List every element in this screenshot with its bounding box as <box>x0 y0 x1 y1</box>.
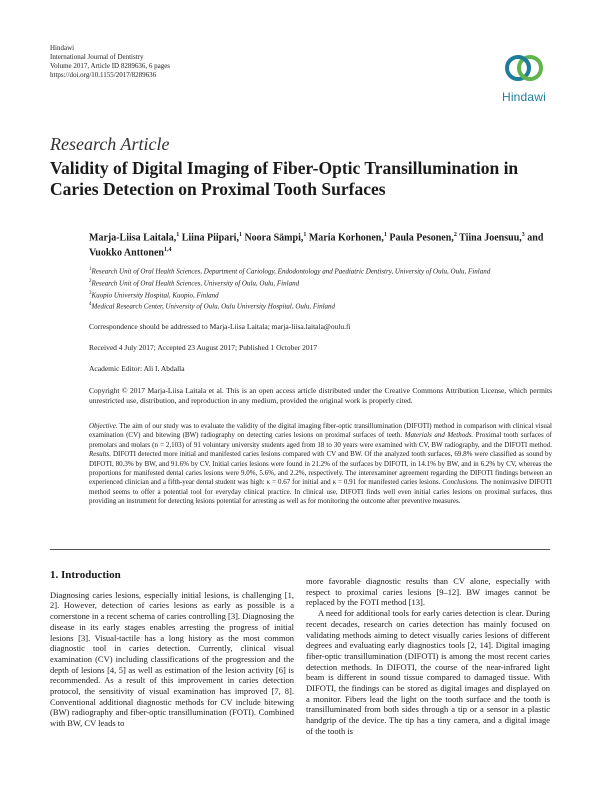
abstract-conclusions: The noninvasive DIFOTI method seems to offer a potential tool for everyday clinical practice. In clinical use, DIFOTI finds well even initial caries lesions on proximal surfaces, thus providing an instrument for detecting lesions potential for arresting as well as for monitoring the outcome after preventive measures. <box>89 478 553 506</box>
affiliation <box>89 289 549 301</box>
author-name: Noora Sämpi, <box>244 232 304 244</box>
author-affiliation-mark: 1,4 <box>163 247 172 254</box>
author-name: and Vuokko Anttonen <box>89 232 544 259</box>
section-divider <box>50 549 550 550</box>
publisher-name: Hindawi <box>50 44 75 52</box>
author-name: Maria Korhonen, <box>308 232 384 244</box>
affiliation <box>89 265 549 277</box>
abstract-conclusions-label: Conclusions. <box>442 478 479 487</box>
author-name: Tiina Joensuu, <box>459 232 522 244</box>
affiliation-text: Research Unit of Oral Health Sciences, Department of Cariology, Endodontology and Paediatric Dentistry, University of Oulu, Oulu, Finland <box>91 267 491 276</box>
abstract-methods-label: Materials and Methods. <box>404 431 474 440</box>
affiliation-number: 3 <box>89 290 92 296</box>
hindawi-logo <box>496 46 552 106</box>
affiliation-text: Medical Research Center, University of Oulu, Oulu University Hospital, Oulu, Finland <box>91 302 336 311</box>
affiliation-number: 1 <box>89 267 92 272</box>
journal-info <box>50 44 170 80</box>
abstract-results: DIFOTI detected more initial and manifested caries lesions compared with CV and BW. Of the analyzed tooth surfaces, 69.8% were classified as sound by DIFOTI, 80.3% by BW, and 91.6% by CV. Initial caries lesions were found in 21.2% of the surfaces by DIFOTI, in 14.1% by BW, and in 6.2% by CV, whereas the proportions for manifested dental caries lesions were 9.0%, 5.6%, and 2.2%, respectively. The interexaminer agreement regarding the DIFOTI findings between an experienced clinician and a fifth-year dental student was high: κ = 0.67 for initial and κ = 0.91 for manifested caries lesions. <box>89 450 552 487</box>
hindawi-rings-icon <box>502 46 546 90</box>
affiliation-text: Research Unit of Oral Health Sciences, University of Oulu, Oulu, Finland <box>91 279 300 288</box>
affiliation-list <box>89 265 549 312</box>
intro-paragraph-continued: more favorable diagnostic results than CV alone, especially with respect to proximal caries lesions [9–12]. BW images cannot be replaced by the FOTI method [13]. <box>306 576 550 608</box>
intro-paragraph: Diagnosing caries lesions, especially initial lesions, is challenging [1, 2]. However, detection of caries lesions as early as possible is a cornerstone in a recent schema of caries controlling [3]. Diagnosing the disease in its early stages enables arresting the progress of initial lesions [3]. Visual-tactile has a long history as the most common diagnostic tool in caries detection. Currently, clinical visual examination (CV) including classifications of the progression and the depth of lesions [4, 5] as well as estimation of the lesion activity [6] is recommended. As a result of this improvement in caries detection protocol, the sensitivity of visual examination has improved [7, 8]. Conventional additional diagnostic methods for CV include bitewing (BW) radiography and fiber-optic transillumination (FOTI). Combined with BW, CV leads to <box>50 589 294 729</box>
affiliation <box>89 300 549 312</box>
abstract-results-label: Results. <box>89 450 111 459</box>
author-name: Paula Pesonen, <box>389 232 454 244</box>
author-name: Liina Piipari, <box>181 232 239 244</box>
affiliation <box>89 277 549 289</box>
abstract-objective-label: Objective. <box>89 422 118 430</box>
author-affiliation-mark: 1 <box>176 232 180 238</box>
academic-editor: Academic Editor: Ali I. Abdalla <box>89 364 185 373</box>
author-affiliation-mark: 3 <box>521 232 525 238</box>
affiliation-text: Kuopio University Hospital, Kuopio, Finland <box>91 290 219 299</box>
body-column-right <box>306 576 550 737</box>
doi-link[interactable]: https://doi.org/10.1155/2017/8289636 <box>50 71 157 79</box>
logo-wordmark: Hindawi <box>501 90 547 104</box>
abstract <box>89 422 552 507</box>
body-column-left <box>50 570 294 729</box>
abstract-methods: Proximal tooth surfaces of premolars and molars (n = 2,103) of 91 voluntary university students aged from 18 to 30 years were examined with CV, BW radiography, and the DIFOTI method. <box>89 431 552 449</box>
section-heading-introduction: 1. Introduction <box>50 569 121 581</box>
author-affiliation-mark: 1 <box>383 232 387 238</box>
author-affiliation-mark: 1 <box>303 232 307 238</box>
affiliation-number: 4 <box>89 302 92 308</box>
publication-dates: Received 4 July 2017; Accepted 23 August 2017; Published 1 October 2017 <box>89 343 318 352</box>
volume-line: Volume 2017, Article ID 8289636, 6 pages <box>50 62 171 70</box>
article-type: Research Article <box>50 134 170 154</box>
journal-name: International Journal of Dentistry <box>50 53 144 61</box>
author-name: Marja-Liisa Laitala, <box>89 232 177 244</box>
affiliation-number: 2 <box>89 278 92 284</box>
article-title: Validity of Digital Imaging of Fiber-Optic Transillumination in Caries Detection on Proximal Tooth Surfaces <box>50 158 519 199</box>
author-affiliation-mark: 1 <box>238 232 242 238</box>
intro-paragraph: A need for additional tools for early caries detection is clear. During recent decades, research on caries detection has mainly focused on validating methods aiming to detect visually caries lesions of different degrees and evaluating early diagnostics tools [2, 14]. Digital imaging fiber-optic transillumination (DIFOTI) is among the most recent caries detection methods. In DIFOTI, the course of the near-infrared light beam is different in sound tissue compared to damaged tissue. With DIFOTI, the findings can be stored as digital images and displayed on a monitor. Fibers lead the light on the tooth surface and the tooth is transilluminated from both sides through a tip or a sensor in a plastic handgrip of the device. The tip has a tiny camera, and a digital image of the tooth is <box>306 608 550 736</box>
correspondence: Correspondence should be addressed to Marja-Liisa Laitala; marja-liisa.laitala@oulu.fi <box>89 322 351 331</box>
author-list <box>89 229 549 260</box>
copyright-notice: Copyright © 2017 Marja-Liisa Laitala et al. This is an open access article distributed under the Creative Commons Attribution License, which permits unrestricted use, distribution, and reproduction in any medium, provided the original work is properly cited. <box>89 386 552 405</box>
abstract-objective: The aim of our study was to evaluate the validity of the digital imaging fiber-optic transillumination (DIFOTI) method in comparison with clinical visual examination (CV) and bitewing (BW) radiography on detecting caries lesions on proximal surfaces of teeth. <box>89 422 552 440</box>
author-affiliation-mark: 2 <box>453 232 457 238</box>
